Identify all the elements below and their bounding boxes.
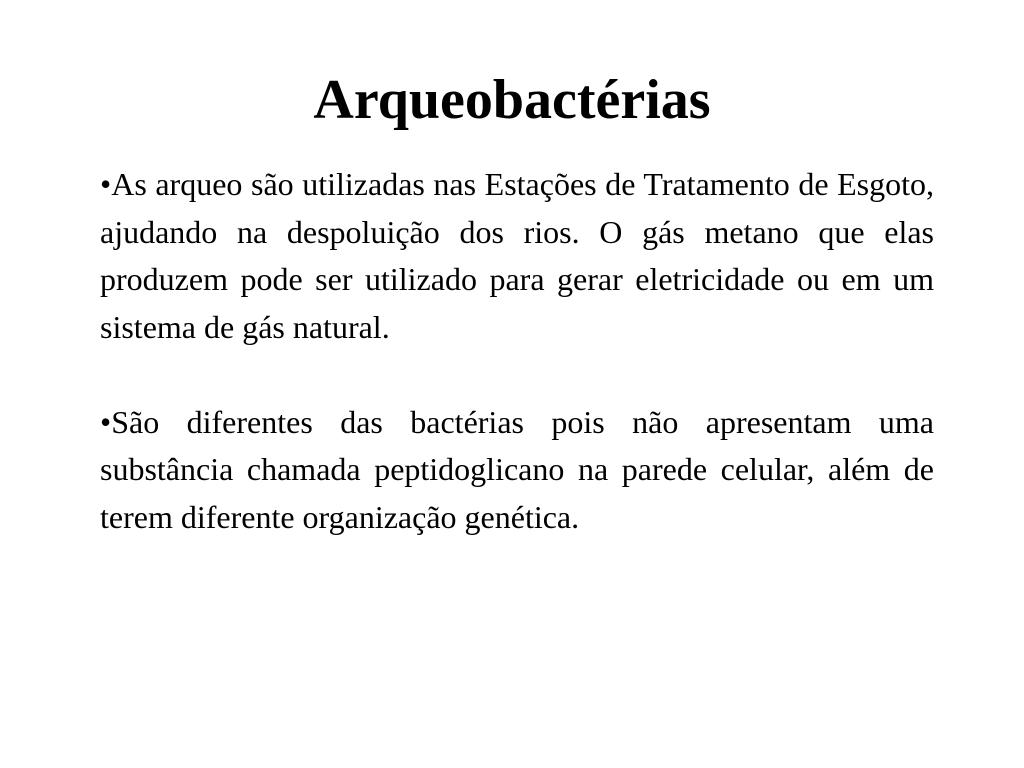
bullet-paragraph-2 [100,399,934,542]
bullet-paragraph-1 [100,161,934,351]
slide-body [100,161,934,541]
bullet-symbol: • [100,166,112,202]
bullet-symbol: • [100,403,112,440]
bullet-text-1: As arqueo são utilizadas nas Estações de Tratamento de Esgoto, ajudando na despoluição dos rios. O gás metano que elas produzem pode ser utilizado para gerar eletricidade ou em um sistema de gás natural. [100,166,934,345]
slide-title: Arqueobactérias [313,69,711,131]
bullet-text-2: São diferentes das bactérias pois não apresentam uma substância chamada peptidoglicano na parede celular, além de terem diferente organização genética. [100,403,934,535]
